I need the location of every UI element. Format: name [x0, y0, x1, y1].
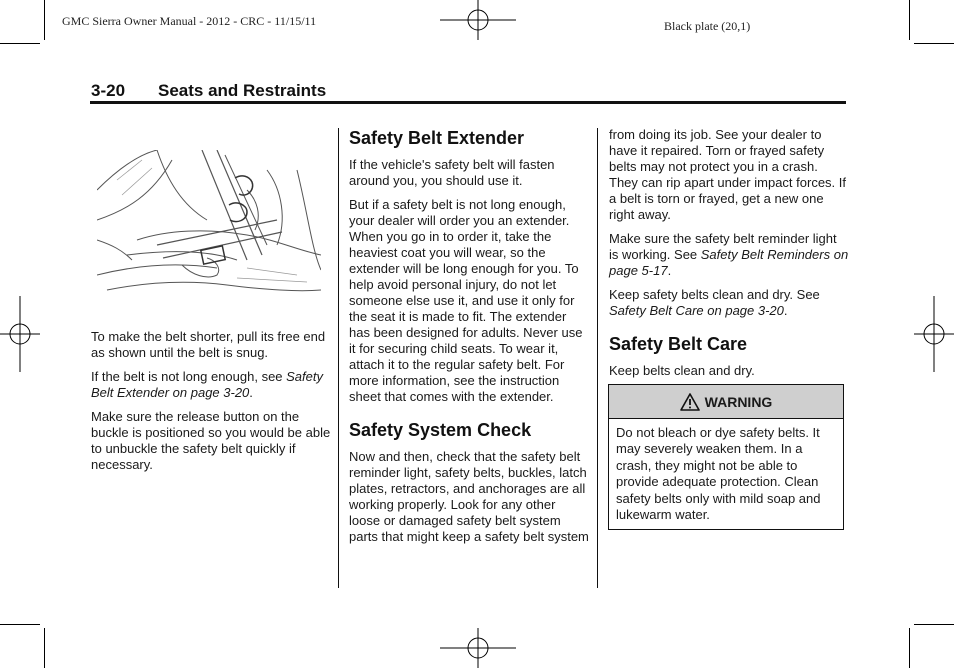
- paragraph: If the belt is not long enough, see Safety Belt Extender on page 3-20.: [91, 369, 323, 400]
- column-1: [91, 329, 331, 481]
- warning-text: Do not bleach or dye safety belts. It may severely weaken them. In a crash, they might not be able to provide adequate protection. Clean safety belts only with mild soap and lukewarm water.: [616, 425, 821, 523]
- registration-mark-icon: [914, 296, 954, 372]
- paragraph: Make sure the safety belt reminder light is working. See Safety Belt Reminders on page 5-17.: [609, 231, 849, 278]
- paragraph: To make the belt shorter, pull its free end as shown until the belt is snug.: [91, 329, 326, 360]
- print-header-right: Black plate (20,1): [664, 19, 751, 33]
- column-2: [349, 127, 589, 553]
- registration-mark-icon: [440, 628, 516, 668]
- section-title: Seats and Restraints: [158, 81, 327, 100]
- heading-safety-belt-extender: Safety Belt Extender: [349, 128, 525, 148]
- paragraph: Keep belts clean and dry.: [609, 363, 755, 378]
- print-header-left: GMC Sierra Owner Manual - 2012 - CRC - 11/15/11: [62, 14, 317, 28]
- crop-mark: [0, 43, 40, 44]
- crop-mark: [914, 624, 954, 625]
- warning-title: WARNING: [704, 393, 773, 410]
- column-3: [609, 127, 849, 387]
- crop-mark: [44, 0, 45, 40]
- paragraph: Make sure the release button on the buckle is positioned so you would be able to unbuckle the safety belt quickly if necessary.: [91, 409, 331, 472]
- warning-box: [608, 384, 844, 530]
- crop-mark: [914, 43, 954, 44]
- registration-mark-icon: [440, 0, 516, 40]
- paragraph: Keep safety belts clean and dry. See Safety Belt Care on page 3-20.: [609, 287, 820, 318]
- crop-mark: [44, 628, 45, 668]
- paragraph: from doing its job. See your dealer to have it repaired. Torn or frayed safety belts may not protect you in a crash. They can rip apart under impact forces. If a belt is torn or frayed, get a new one right away.: [609, 127, 846, 222]
- warning-header: [609, 385, 843, 419]
- page-number: 3-20: [91, 81, 126, 100]
- cross-reference-link[interactable]: Safety Belt Extender on page 3-20: [91, 369, 323, 400]
- column-rule: [597, 128, 598, 588]
- crop-mark: [909, 0, 910, 40]
- crop-mark: [0, 624, 40, 625]
- header-rule: [90, 101, 846, 104]
- column-rule: [338, 128, 339, 588]
- cross-reference-link[interactable]: Safety Belt Care on page 3-20: [609, 303, 784, 318]
- crop-mark: [909, 628, 910, 668]
- paragraph: If the vehicle's safety belt will fasten around you, you should use it.: [349, 157, 555, 188]
- paragraph: Now and then, check that the safety belt reminder light, safety belts, buckles, latch plates, retractors, and anchorages are all working properly. Look for any other loose or damaged safety belt system parts that might keep a safety belt system: [349, 449, 589, 544]
- cross-reference-link[interactable]: Safety Belt Reminders on page 5-17: [609, 247, 849, 278]
- warning-triangle-icon: [680, 393, 700, 411]
- heading-safety-belt-care: Safety Belt Care: [609, 334, 748, 354]
- belt-illustration: [97, 150, 321, 300]
- registration-mark-icon: [0, 296, 40, 372]
- paragraph: But if a safety belt is not long enough, your dealer will order you an extender. When you go in to order it, take the heaviest coat you will wear, so the extender will be long enough for you. To help avoid personal injury, do not let someone else use it, and use it only for the seat it is made to fit. The extender has been designed for adults. Never use it for securing child seats. To wear it, attach it to the regular safety belt. For more information, see the instruction sheet that comes with the extender.: [349, 197, 583, 404]
- heading-safety-system-check: Safety System Check: [349, 420, 532, 440]
